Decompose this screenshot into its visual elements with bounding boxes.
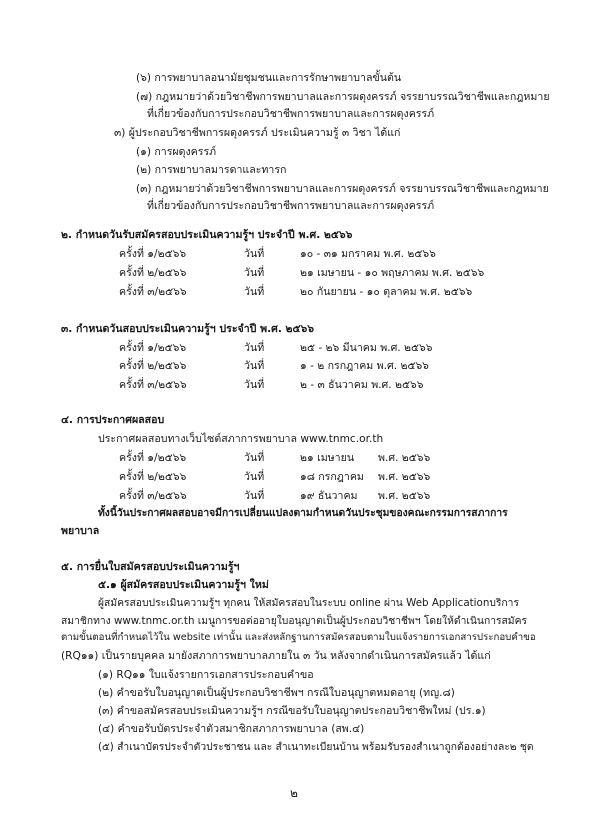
section5-item-1: (๑) RQ๑๑ ใบแจ้งรายการเอกสารประกอบคำขอ — [98, 669, 314, 681]
section2-row-label: วันที่ — [244, 267, 265, 279]
section4-row-round: ครั้งที่ ๓/๒๕๖๖ — [119, 490, 187, 502]
section3-row-label: วันที่ — [244, 379, 265, 391]
section2-row-label: วันที่ — [244, 248, 265, 260]
section4-row-label: วันที่ — [244, 471, 265, 483]
section2-row-round: ครั้งที่ ๓/๒๕๖๖ — [119, 286, 187, 298]
section2-row-date: ๒๑ เมษายน - ๑๐ พฤษภาคม พ.ศ. ๒๕๖๖ — [300, 267, 485, 279]
section5-subheading: ๕.๑ ผู้สมัครสอบประเมินความรู้ฯ ใหม่ — [98, 579, 269, 591]
page-number: ๒ — [290, 786, 298, 800]
section4-row-day: ๑๙ ธันวาคม — [300, 490, 358, 502]
section2-row-date: ๒๐ กันยายน - ๑๐ ตุลาคม พ.ศ. ๒๕๖๖ — [300, 286, 473, 298]
section4-heading: ๔. การประกาศผลสอบ — [61, 414, 165, 426]
section4-row-day: ๑๘ กรกฎาคม — [300, 471, 364, 483]
item-2-maternal-infant: (๒) การพยาบาลมารดาและทารก — [136, 164, 287, 176]
item-1-midwifery: (๑) การผดุงครรภ์ — [136, 146, 217, 158]
section4-row-day: ๒๑ เมษายน — [300, 452, 355, 464]
section5-item-3: (๓) คำขอสมัครสอบประเมินความรู้ฯ กรณีขอรับใบอนุญาตประกอบวิชาชีพใหม่ (ปร.๑) — [98, 705, 486, 717]
section5-para-line3: ตามขั้นตอนที่กำหนดไว้ใน website เท่านั้น และส่งหลักฐานการสมัครสอบตามใบแจ้งรายการเอกสารประกอบคำขอ — [61, 632, 536, 643]
section3-row-date: ๒๕ - ๒๖ มีนาคม พ.ศ. ๒๕๖๖ — [300, 342, 433, 354]
item-3-law-ethics-line1: (๓) กฎหมายว่าด้วยวิชาชีพการพยาบาลและการผดุงครรภ์ จรรยาบรรณวิชาชีพและกฎหมาย — [136, 183, 549, 195]
midwifery-practitioner-heading: ๓) ผู้ประกอบวิชาชีพการผดุงครรภ์ ประเมินความรู้ ๓ วิชา ได้แก่ — [114, 127, 401, 139]
section3-row-round: ครั้งที่ ๑/๒๕๖๖ — [119, 342, 187, 354]
section2-row-round: ครั้งที่ ๒/๒๕๖๖ — [119, 267, 187, 279]
section4-row-label: วันที่ — [244, 490, 265, 502]
section3-row-date: ๒ - ๓ ธันวาคม พ.ศ. ๒๕๖๖ — [300, 379, 424, 391]
section5-item-4: (๔) คำขอรับบัตรประจำตัวสมาชิกสภาการพยาบาล (สพ.๔) — [98, 723, 365, 735]
item-7-law-ethics-line1: (๗) กฎหมายว่าด้วยวิชาชีพการพยาบาลและการผดุงครรภ์ จรรยาบรรณวิชาชีพและกฎหมาย — [136, 91, 550, 103]
section4-row-round: ครั้งที่ ๒/๒๕๖๖ — [119, 471, 187, 483]
section2-row-date: ๑๐ - ๓๑ มกราคม พ.ศ. ๒๕๖๖ — [300, 248, 436, 260]
section5-item-5: (๕) สำเนาบัตรประจำตัวประชาชน และ สำเนาทะเบียนบ้าน พร้อมรับรองสำเนาถูกต้องอย่างละ๒ ชุด — [98, 741, 534, 753]
section2-heading: ๒. กำหนดวันรับสมัครสอบประเมินความรู้ฯ ประจำปี พ.ศ. ๒๕๖๖ — [61, 229, 353, 241]
section4-note-line1: ทั้งนี้วันประกาศผลสอบอาจมีการเปลี่ยนแปลงตามกำหนดวันประชุมของคณะกรรมการสภาการ — [98, 507, 508, 519]
section2-row-label: วันที่ — [244, 286, 265, 298]
section5-para-line1: ผู้สมัครสอบประเมินความรู้ฯ ทุกคน ให้สมัครสอบในระบบ online ผ่าน Web Applicationบริการ — [98, 597, 519, 609]
section4-row-year: พ.ศ. ๒๕๖๖ — [378, 471, 431, 483]
section5-para-line2: สมาชิกทาง www.tnmc.or.th เมนูการขอต่ออายุใบอนุญาตเป็นผู้ประกอบวิชาชีพฯ โดยให้ดำเนินการสมัคร — [61, 615, 528, 627]
section5-para-line4: (RQ๑๑) เป็นรายบุคคล มายังสภาการพยาบาลภายใน ๓ วัน หลังจากดำเนินการสมัครแล้ว ได้แก่ — [61, 650, 491, 662]
section4-intro: ประกาศผลสอบทางเว็บไซต์สภาการพยาบาล www.tnmc.or.th — [98, 433, 384, 445]
item-3-law-ethics-line2: ที่เกี่ยวข้องกับการประกอบวิชาชีพการพยาบาลและการผดุงครรภ์ — [147, 200, 435, 212]
item-6-nursing-community: (๖) การพยาบาลอนามัยชุมชนและการรักษาพยาบาลขั้นต้น — [136, 72, 402, 84]
section3-row-round: ครั้งที่ ๒/๒๕๖๖ — [119, 360, 187, 372]
section4-row-year: พ.ศ. ๒๕๖๖ — [378, 452, 431, 464]
section4-row-label: วันที่ — [244, 452, 265, 464]
section2-row-round: ครั้งที่ ๑/๒๕๖๖ — [119, 248, 187, 260]
section5-heading: ๕. การยื่นใบสมัครสอบประเมินความรู้ฯ — [61, 561, 240, 573]
section5-item-2: (๒) คำขอรับใบอนุญาตเป็นผู้ประกอบวิชาชีพฯ กรณีใบอนุญาตหมดอายุ (ทญ.๘) — [98, 687, 455, 699]
section3-row-date: ๑ - ๒ กรกฎาคม พ.ศ. ๒๕๖๖ — [300, 360, 429, 372]
section4-note-line2: พยาบาล — [61, 525, 100, 537]
item-7-law-ethics-line2: ที่เกี่ยวข้องกับการประกอบวิชาชีพการพยาบาลและการผดุงครรภ์ — [147, 108, 435, 120]
section3-heading: ๓. กำหนดวันสอบประเมินความรู้ฯ ประจำปี พ.ศ. ๒๕๖๖ — [61, 323, 314, 335]
section3-row-round: ครั้งที่ ๓/๒๕๖๖ — [119, 379, 187, 391]
section3-row-label: วันที่ — [244, 360, 265, 372]
section4-row-round: ครั้งที่ ๑/๒๕๖๖ — [119, 452, 187, 464]
section4-row-year: พ.ศ. ๒๕๖๖ — [378, 490, 431, 502]
section3-row-label: วันที่ — [244, 342, 265, 354]
